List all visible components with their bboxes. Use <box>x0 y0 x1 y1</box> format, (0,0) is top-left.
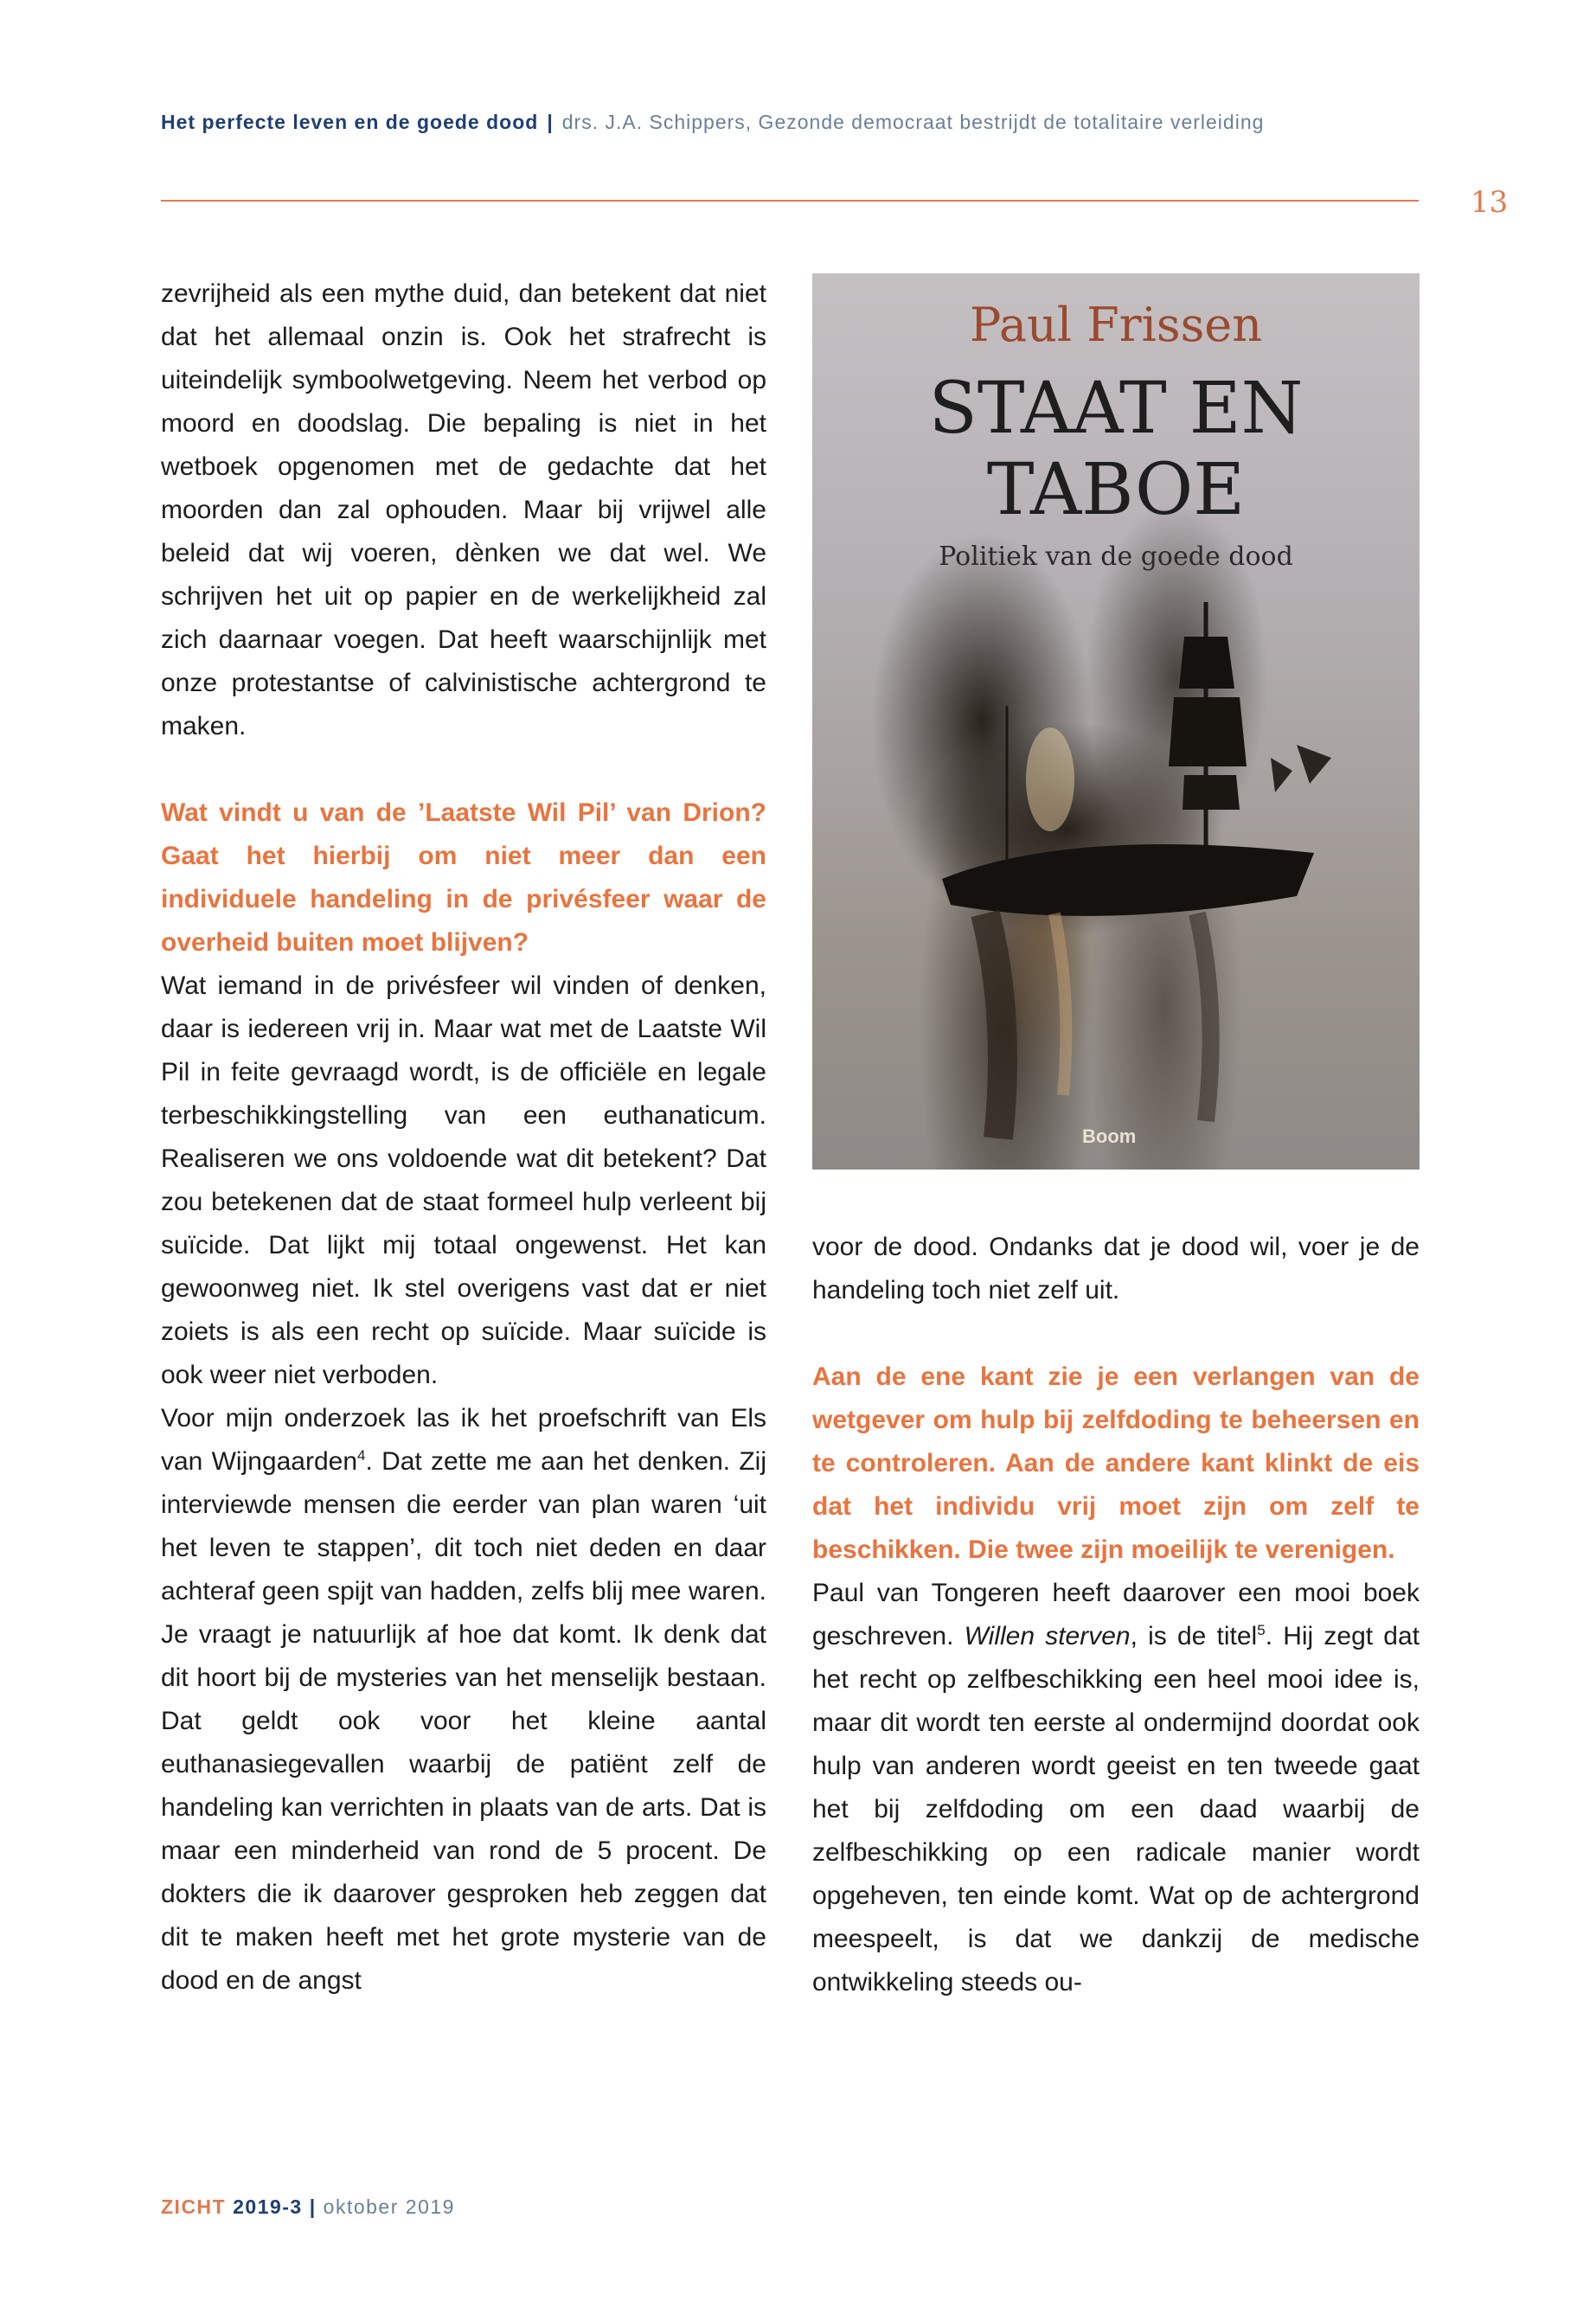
paragraph-text: . Dat zette me aan het denken. Zij interviewde mensen die eerder van plan waren ‘uit het leven te stappen’, dit toch niet deden en daar achteraf geen spijt van hadden, zelfs blij mee waren. Je vraagt je natuurlijk af hoe dat komt. Ik denk dat dit hoort bij de mysteries van het menselijk bestaan. Dat geldt ook voor het kleine aantal euthanasiegevallen waarbij de patiënt zelf de handeling kan verrichten in plaats van de arts. Dat is maar een minderheid van rond de 5 procent. De dokters die ik daarover gesproken heb zeggen dat dit te maken heeft met het grote mysterie van de dood en de angst <box>161 1447 766 1995</box>
header-subtitle: drs. J.A. Schippers, Gezonde democraat bestrijdt de totalitaire verleiding <box>561 111 1265 133</box>
header-rule <box>161 200 1419 202</box>
interview-question: Aan de ene kant zie je een verlangen van de wetgever om hulp bij zelfdoding te beheersen en te controleren. Aan de andere kant klinkt de eis dat het individu vrij moet zijn om zelf te beschikken. Die twee zijn moeilijk te verenigen. <box>812 1362 1420 1564</box>
cover-publisher: Boom <box>1082 1125 1137 1147</box>
paragraph-text: Voor mijn onderzoek las ik het proefschrift van Els van Wijngaarden <box>161 1404 766 1476</box>
paragraph: Wat iemand in de privésfeer wil vinden of denken, daar is iedereen vrij in. Maar wat met de Laatste Wil Pil in feite gevraagd wordt, is de officiële en legale terbeschikkingstelling van een euthanaticum. Realiseren we ons voldoende wat dit betekent? Dat zou betekenen dat de staat formeel hulp verleent bij suïcide. Dat lijkt mij totaal ongewenst. Het kan gewoonweg niet. Ik stel overigens vast dat er niet zoiets is als een recht op suïcide. Maar suïcide is ook weer niet verboden. <box>161 971 766 1389</box>
header-separator: | <box>547 111 554 133</box>
page-number: 13 <box>1471 185 1509 220</box>
paragraph-text: , is de titel <box>1130 1622 1258 1650</box>
paragraph: zevrijheid als een mythe duid, dan betekent dat niet dat het allemaal onzin is. Ook het strafrecht is uiteindelijk symboolwetgeving. Neem het verbod op moord en doodslag. Die bepaling is niet in het wetboek opgenomen met de gedachte dat het moorden dan zal ophouden. Maar bij vrijwel alle beleid dat wij voeren, dènken we dat wel. We schrijven het uit op papier en de werkelijkheid zal zich daarnaar voegen. Dat heeft waarschijnlijk met onze protestantse of calvinistische achtergrond te maken. <box>161 279 766 740</box>
cover-subtitle: Politiek van de goede dood <box>939 542 1293 572</box>
header-publication: Het perfecte leven en de goede dood <box>161 111 539 133</box>
cover-title <box>812 369 1420 531</box>
cover-author: Paul Frissen <box>969 298 1263 352</box>
paragraph-text: Paul van Tongeren heeft daarover een mooi boek geschreven. <box>812 1579 1420 1650</box>
interview-question: Wat vindt u van de ’Laatste Wil Pil’ van Drion? Gaat het hierbij om niet meer dan een individuele handeling in de privésfeer waar de overheid buiten moet blijven? <box>161 798 766 957</box>
cover-title-line: TABOE <box>986 449 1246 531</box>
running-header <box>161 111 1424 134</box>
cover-title-line: STAAT EN <box>928 368 1304 450</box>
paragraph <box>161 1397 766 2003</box>
paragraph-text: . Hij zegt dat het recht op zelfbeschikking een heel mooi idee is, maar dit wordt ten eerste al ondermijnd doordat ook hulp van anderen wordt geeist en ten tweede gaat het bij zelfdoding om een daad waarbij de zelfbeschikking op een radicale manier wordt opgeheven, ten einde komt. Wat op de achtergrond meespeelt, is dat we dankzij de medische ontwikkeling steeds ou- <box>812 1622 1420 1997</box>
book-cover-image <box>812 273 1420 1170</box>
paragraph: voor de dood. Ondanks dat je dood wil, voer je de handeling toch niet zelf uit. <box>812 1233 1420 1304</box>
right-column <box>812 1226 1420 2004</box>
page-footer <box>161 2195 455 2219</box>
footer-issue: 2019-3 <box>233 2195 303 2218</box>
footnote-ref-5[interactable]: 5 <box>1257 1622 1266 1638</box>
book-title: Willen sterven <box>964 1622 1131 1650</box>
footer-separator: | <box>309 2195 317 2218</box>
footnote-ref-4[interactable]: 4 <box>357 1447 366 1464</box>
paragraph <box>812 1572 1420 2004</box>
footer-magazine: ZICHT <box>161 2195 227 2218</box>
footer-date: oktober 2019 <box>323 2195 455 2218</box>
left-column <box>161 272 766 2003</box>
